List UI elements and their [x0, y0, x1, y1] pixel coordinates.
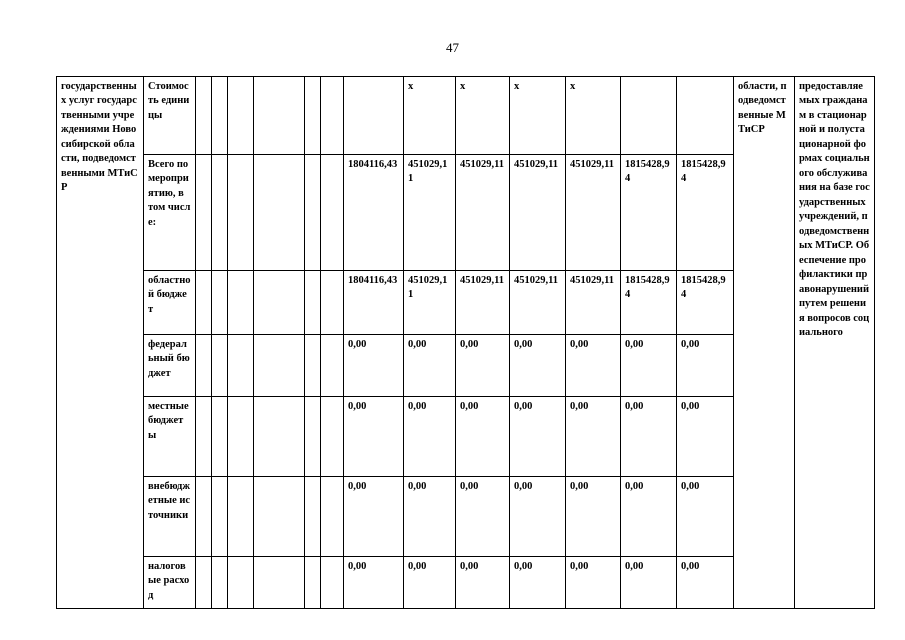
empty-cell [228, 335, 254, 397]
empty-cell [228, 397, 254, 477]
empty-cell [305, 397, 321, 477]
value-cell: 0,00 [510, 477, 566, 557]
value-cell: 0,00 [456, 397, 510, 477]
value-cell: 0,00 [566, 557, 621, 609]
value-cell: 1804116,43 [344, 155, 404, 271]
empty-cell [254, 477, 305, 557]
empty-cell [321, 477, 344, 557]
empty-cell [254, 397, 305, 477]
value-cell: 451029,11 [404, 271, 456, 335]
executor-cell: области, подведомственные МТиСР [734, 77, 795, 609]
value-cell: 0,00 [566, 397, 621, 477]
empty-cell [196, 155, 212, 271]
table-row [57, 77, 875, 155]
expected-result-cell: предоставляемых гражданам в стационарной и полустационарной формах социального обслуживания на базе государственных учреждений, подведомственных МТиСР. Обеспечение профилактики правонарушений путем решения вопросов социального [795, 77, 875, 609]
value-cell: 0,00 [404, 557, 456, 609]
value-cell: 0,00 [621, 335, 677, 397]
value-cell: 0,00 [456, 477, 510, 557]
value-cell: 1815428,94 [621, 271, 677, 335]
value-cell: 0,00 [456, 557, 510, 609]
value-cell: 0,00 [510, 335, 566, 397]
service-description-cell: государственных услуг государственными учреждениями Новосибирской области, подведомственными МТиСР [57, 77, 144, 609]
empty-cell [305, 271, 321, 335]
empty-cell [196, 397, 212, 477]
value-cell [344, 77, 404, 155]
empty-cell [254, 271, 305, 335]
empty-cell [212, 77, 228, 155]
row-label: Стоимость единицы [144, 77, 196, 155]
value-cell: 451029,11 [566, 271, 621, 335]
value-cell: 1815428,94 [621, 155, 677, 271]
value-cell: x [566, 77, 621, 155]
value-cell: 1815428,94 [677, 271, 734, 335]
value-cell: 0,00 [621, 557, 677, 609]
value-cell: 0,00 [566, 335, 621, 397]
value-cell: 0,00 [404, 335, 456, 397]
empty-cell [228, 77, 254, 155]
empty-cell [321, 271, 344, 335]
value-cell: 0,00 [510, 397, 566, 477]
empty-cell [228, 155, 254, 271]
row-label: налоговые расход [144, 557, 196, 609]
empty-cell [228, 477, 254, 557]
value-cell: 451029,11 [404, 155, 456, 271]
value-cell: 451029,11 [566, 155, 621, 271]
value-cell [621, 77, 677, 155]
row-label: Всего по мероприятию, в том числе: [144, 155, 196, 271]
empty-cell [321, 397, 344, 477]
value-cell: 0,00 [621, 477, 677, 557]
empty-cell [228, 557, 254, 609]
empty-cell [196, 557, 212, 609]
empty-cell [212, 155, 228, 271]
empty-cell [321, 155, 344, 271]
row-label: федеральный бюджет [144, 335, 196, 397]
value-cell: x [510, 77, 566, 155]
empty-cell [196, 271, 212, 335]
empty-cell [196, 77, 212, 155]
value-cell: 0,00 [621, 397, 677, 477]
empty-cell [212, 271, 228, 335]
value-cell: 1804116,43 [344, 271, 404, 335]
empty-cell [305, 77, 321, 155]
value-cell: 0,00 [677, 557, 734, 609]
value-cell: 0,00 [404, 397, 456, 477]
row-label: местные бюджеты [144, 397, 196, 477]
empty-cell [321, 557, 344, 609]
value-cell: 0,00 [677, 397, 734, 477]
empty-cell [305, 335, 321, 397]
budget-table [56, 76, 875, 609]
value-cell: 0,00 [344, 397, 404, 477]
empty-cell [254, 557, 305, 609]
empty-cell [212, 477, 228, 557]
empty-cell [321, 77, 344, 155]
page-number: 47 [446, 40, 459, 55]
empty-cell [212, 397, 228, 477]
value-cell: x [404, 77, 456, 155]
value-cell: 0,00 [344, 477, 404, 557]
value-cell: 451029,11 [456, 271, 510, 335]
value-cell: 0,00 [677, 335, 734, 397]
empty-cell [321, 335, 344, 397]
empty-cell [254, 155, 305, 271]
row-label: областной бюджет [144, 271, 196, 335]
row-label: внебюджетные источники [144, 477, 196, 557]
value-cell: 451029,11 [456, 155, 510, 271]
value-cell: 0,00 [344, 557, 404, 609]
value-cell: 451029,11 [510, 271, 566, 335]
value-cell: 0,00 [677, 477, 734, 557]
empty-cell [305, 155, 321, 271]
empty-cell [305, 477, 321, 557]
empty-cell [254, 335, 305, 397]
value-cell: 0,00 [566, 477, 621, 557]
value-cell: 0,00 [404, 477, 456, 557]
value-cell: x [456, 77, 510, 155]
empty-cell [196, 335, 212, 397]
empty-cell [212, 335, 228, 397]
value-cell: 451029,11 [510, 155, 566, 271]
empty-cell [305, 557, 321, 609]
value-cell: 0,00 [510, 557, 566, 609]
value-cell: 0,00 [344, 335, 404, 397]
value-cell: 1815428,94 [677, 155, 734, 271]
empty-cell [212, 557, 228, 609]
empty-cell [196, 477, 212, 557]
empty-cell [254, 77, 305, 155]
empty-cell [228, 271, 254, 335]
value-cell: 0,00 [456, 335, 510, 397]
value-cell [677, 77, 734, 155]
